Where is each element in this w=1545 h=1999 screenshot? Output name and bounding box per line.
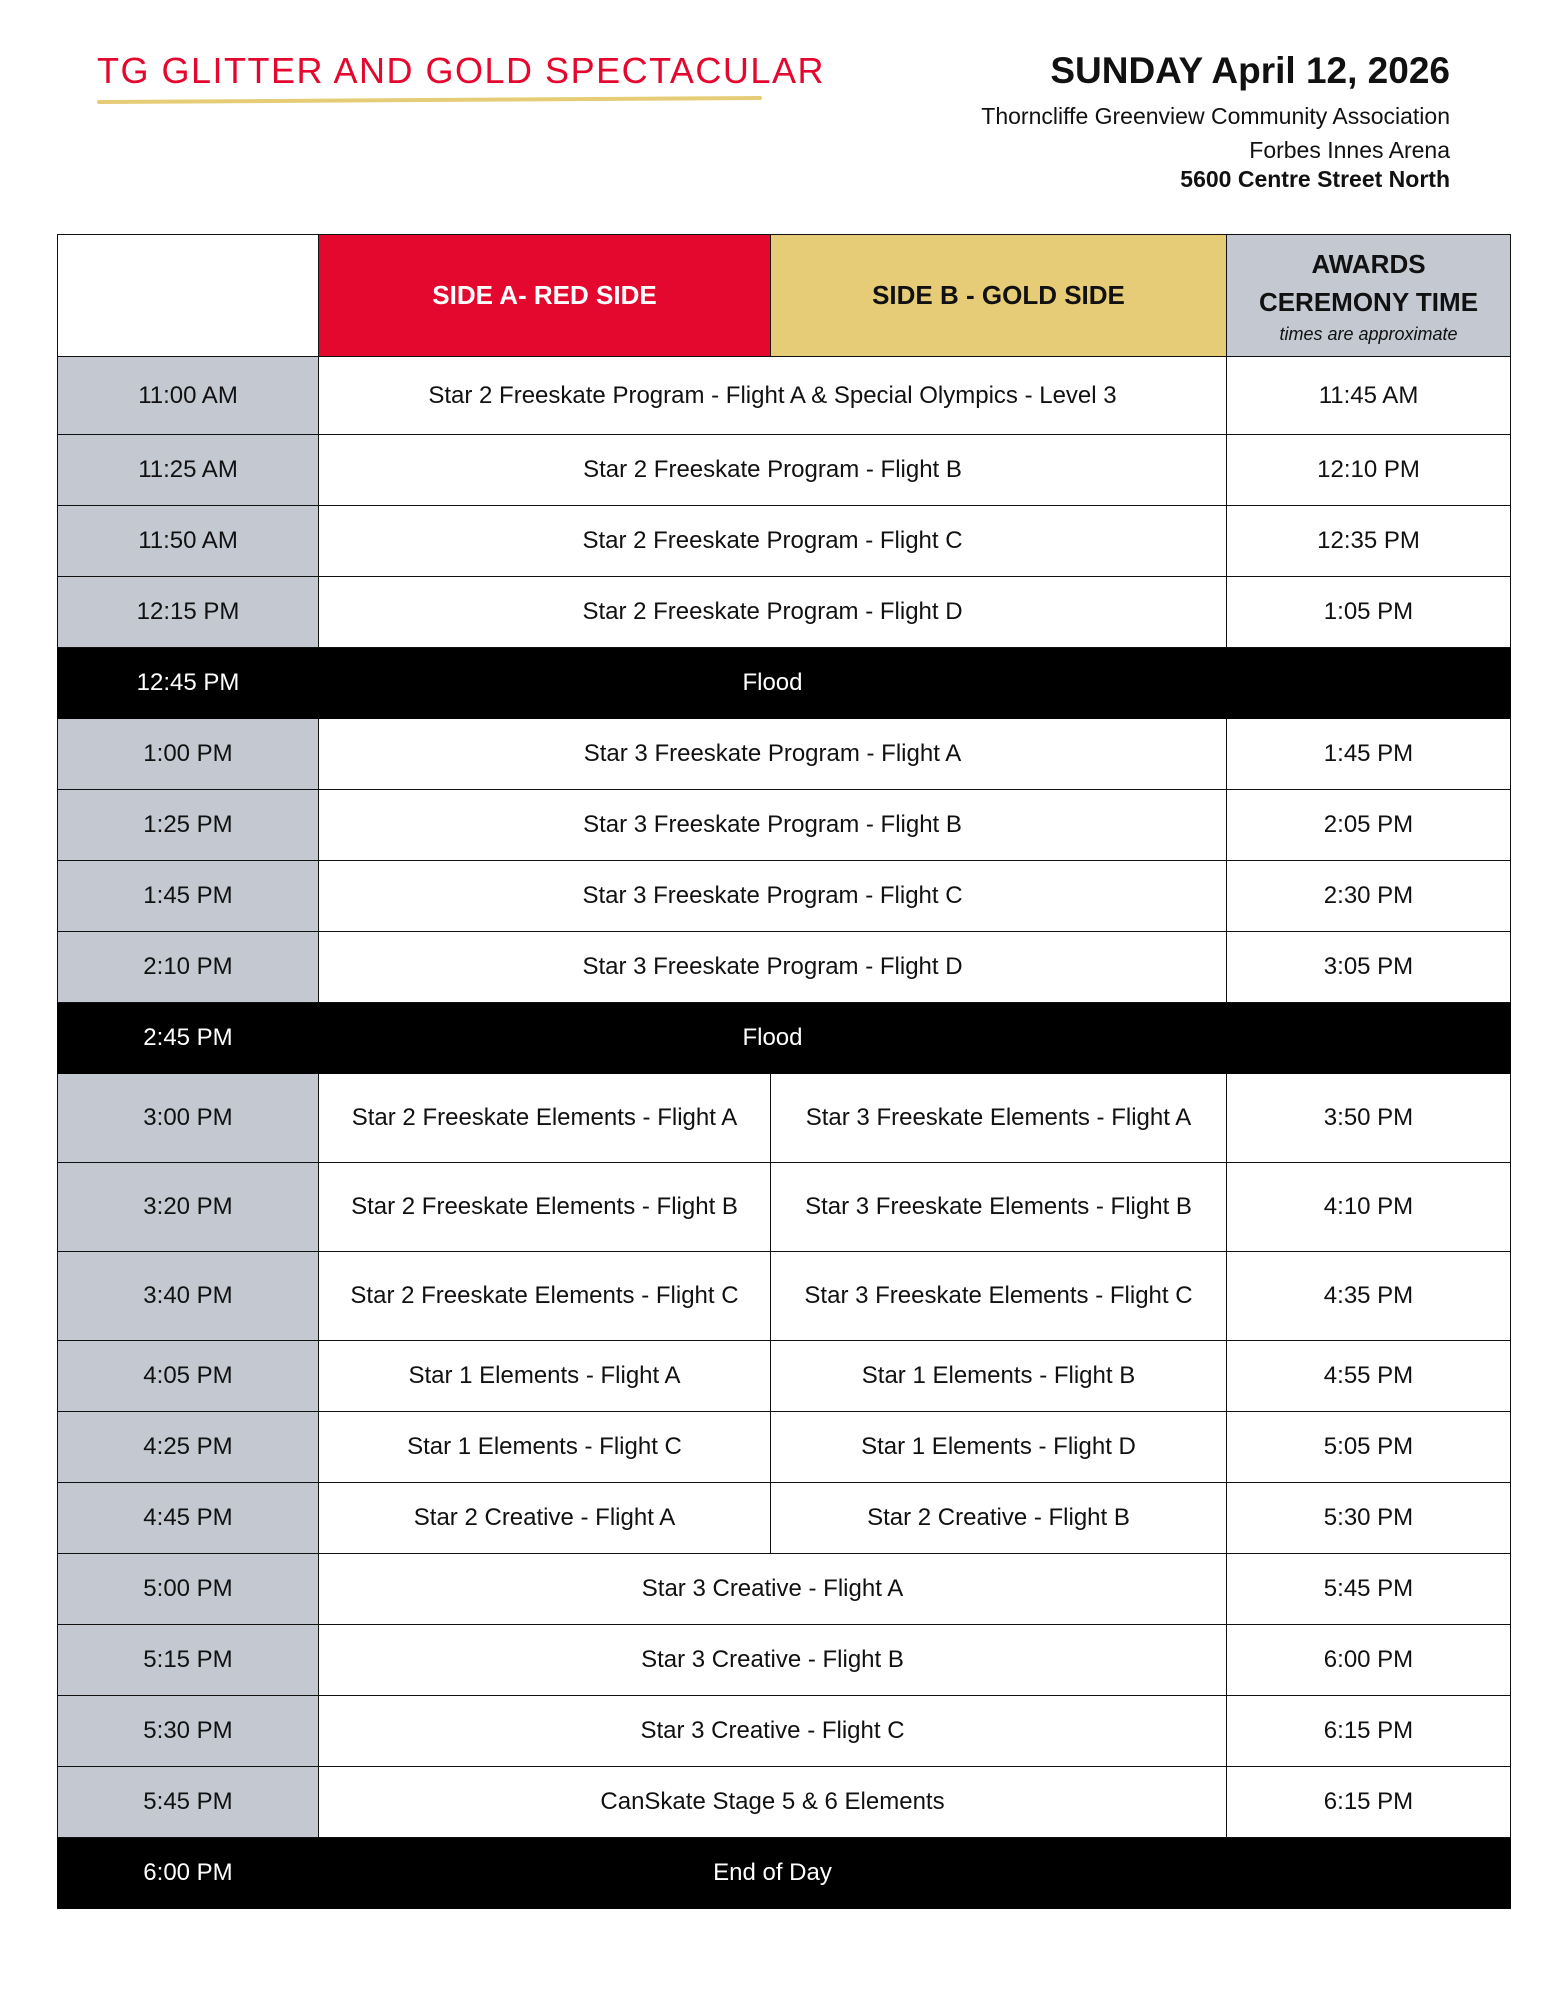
side-a-cell: Star 1 Elements - Flight A xyxy=(319,1341,771,1412)
event-cell: Star 3 Freeskate Program - Flight D xyxy=(319,932,1227,1003)
table-row xyxy=(58,1767,1511,1838)
time-cell: 3:00 PM xyxy=(58,1074,319,1163)
side-a-cell: Star 2 Creative - Flight A xyxy=(319,1483,771,1554)
table-row xyxy=(58,357,1511,435)
event-cell: Star 3 Freeskate Program - Flight C xyxy=(319,861,1227,932)
awards-cell: 2:05 PM xyxy=(1227,790,1511,861)
time-cell: 11:25 AM xyxy=(58,435,319,506)
side-a-header: SIDE A- RED SIDE xyxy=(319,235,771,357)
time-cell: 5:00 PM xyxy=(58,1554,319,1625)
event-cell: Star 2 Freeskate Program - Flight A & Special Olympics - Level 3 xyxy=(319,357,1227,435)
side-b-cell: Star 3 Freeskate Elements - Flight B xyxy=(771,1163,1227,1252)
awards-cell: 1:45 PM xyxy=(1227,719,1511,790)
table-row xyxy=(58,1252,1511,1341)
table-row xyxy=(58,1625,1511,1696)
time-cell: 6:00 PM xyxy=(58,1838,319,1909)
time-cell: 1:00 PM xyxy=(58,719,319,790)
event-cell: Star 3 Creative - Flight C xyxy=(319,1696,1227,1767)
awards-cell: 4:35 PM xyxy=(1227,1252,1511,1341)
table-header xyxy=(58,235,1511,357)
table-row xyxy=(58,1074,1511,1163)
side-b-cell: Star 1 Elements - Flight B xyxy=(771,1341,1227,1412)
awards-cell xyxy=(1227,648,1511,719)
table-row xyxy=(58,1163,1511,1252)
awards-cell: 2:30 PM xyxy=(1227,861,1511,932)
table-row xyxy=(58,1554,1511,1625)
awards-cell xyxy=(1227,1838,1511,1909)
side-b-cell: Star 2 Creative - Flight B xyxy=(771,1483,1227,1554)
side-a-cell: Star 1 Elements - Flight C xyxy=(319,1412,771,1483)
table-row xyxy=(58,506,1511,577)
table-row xyxy=(58,790,1511,861)
awards-cell: 5:05 PM xyxy=(1227,1412,1511,1483)
awards-cell: 4:55 PM xyxy=(1227,1341,1511,1412)
side-b-cell: Star 3 Freeskate Elements - Flight C xyxy=(771,1252,1227,1341)
table-row xyxy=(58,1696,1511,1767)
event-cell: Star 2 Freeskate Program - Flight C xyxy=(319,506,1227,577)
time-cell: 5:45 PM xyxy=(58,1767,319,1838)
awards-cell: 5:45 PM xyxy=(1227,1554,1511,1625)
time-cell: 3:20 PM xyxy=(58,1163,319,1252)
table-row xyxy=(58,932,1511,1003)
schedule-table xyxy=(57,234,1511,1909)
table-row xyxy=(58,861,1511,932)
awards-cell: 6:15 PM xyxy=(1227,1767,1511,1838)
table-row xyxy=(58,719,1511,790)
awards-cell: 3:50 PM xyxy=(1227,1074,1511,1163)
organization: Thorncliffe Greenview Community Association xyxy=(981,103,1450,129)
break-label: Flood xyxy=(319,1003,1227,1074)
table-row xyxy=(58,1412,1511,1483)
time-cell: 2:45 PM xyxy=(58,1003,319,1074)
event-cell: CanSkate Stage 5 & 6 Elements xyxy=(319,1767,1227,1838)
side-b-cell: Star 3 Freeskate Elements - Flight A xyxy=(771,1074,1227,1163)
awards-header-line2: CEREMONY TIME xyxy=(1258,286,1479,317)
event-cell: Star 3 Freeskate Program - Flight A xyxy=(319,719,1227,790)
awards-header-line1: AWARDS xyxy=(1311,248,1426,279)
awards-cell: 12:10 PM xyxy=(1227,435,1511,506)
break-row xyxy=(58,1838,1511,1909)
table-row xyxy=(58,435,1511,506)
event-date: SUNDAY April 12, 2026 xyxy=(1050,50,1450,91)
time-cell: 5:15 PM xyxy=(58,1625,319,1696)
awards-header xyxy=(1227,235,1511,357)
time-cell: 11:00 AM xyxy=(58,357,319,435)
time-cell: 12:45 PM xyxy=(58,648,319,719)
side-b-header: SIDE B - GOLD SIDE xyxy=(771,235,1227,357)
awards-cell: 3:05 PM xyxy=(1227,932,1511,1003)
event-cell: Star 3 Creative - Flight B xyxy=(319,1625,1227,1696)
awards-cell: 5:30 PM xyxy=(1227,1483,1511,1554)
side-a-cell: Star 2 Freeskate Elements - Flight A xyxy=(319,1074,771,1163)
time-cell: 3:40 PM xyxy=(58,1252,319,1341)
time-cell: 12:15 PM xyxy=(58,577,319,648)
awards-cell: 1:05 PM xyxy=(1227,577,1511,648)
time-cell: 2:10 PM xyxy=(58,932,319,1003)
event-cell: Star 3 Creative - Flight A xyxy=(319,1554,1227,1625)
time-cell: 5:30 PM xyxy=(58,1696,319,1767)
time-cell: 4:45 PM xyxy=(58,1483,319,1554)
time-cell: 4:05 PM xyxy=(58,1341,319,1412)
break-row xyxy=(58,1003,1511,1074)
time-cell: 1:25 PM xyxy=(58,790,319,861)
time-cell: 4:25 PM xyxy=(58,1412,319,1483)
side-b-cell: Star 1 Elements - Flight D xyxy=(771,1412,1227,1483)
event-cell: Star 3 Freeskate Program - Flight B xyxy=(319,790,1227,861)
side-a-cell: Star 2 Freeskate Elements - Flight B xyxy=(319,1163,771,1252)
awards-note: times are approximate xyxy=(1279,323,1458,344)
time-cell: 11:50 AM xyxy=(58,506,319,577)
event-cell: Star 2 Freeskate Program - Flight D xyxy=(319,577,1227,648)
break-row xyxy=(58,648,1511,719)
table-row xyxy=(58,1483,1511,1554)
venue: Forbes Innes Arena xyxy=(1249,137,1450,163)
side-a-cell: Star 2 Freeskate Elements - Flight C xyxy=(319,1252,771,1341)
time-header xyxy=(58,235,319,357)
address: 5600 Centre Street North xyxy=(1180,166,1450,192)
awards-cell: 6:00 PM xyxy=(1227,1625,1511,1696)
event-title: TG GLITTER AND GOLD SPECTACULAR xyxy=(97,50,825,91)
break-label: Flood xyxy=(319,648,1227,719)
break-label: End of Day xyxy=(319,1838,1227,1909)
title-underline xyxy=(97,96,762,104)
time-cell: 1:45 PM xyxy=(58,861,319,932)
event-cell: Star 2 Freeskate Program - Flight B xyxy=(319,435,1227,506)
awards-cell: 12:35 PM xyxy=(1227,506,1511,577)
awards-cell: 4:10 PM xyxy=(1227,1163,1511,1252)
awards-cell xyxy=(1227,1003,1511,1074)
awards-cell: 6:15 PM xyxy=(1227,1696,1511,1767)
table-row xyxy=(58,577,1511,648)
awards-cell: 11:45 AM xyxy=(1227,357,1511,435)
table-row xyxy=(58,1341,1511,1412)
